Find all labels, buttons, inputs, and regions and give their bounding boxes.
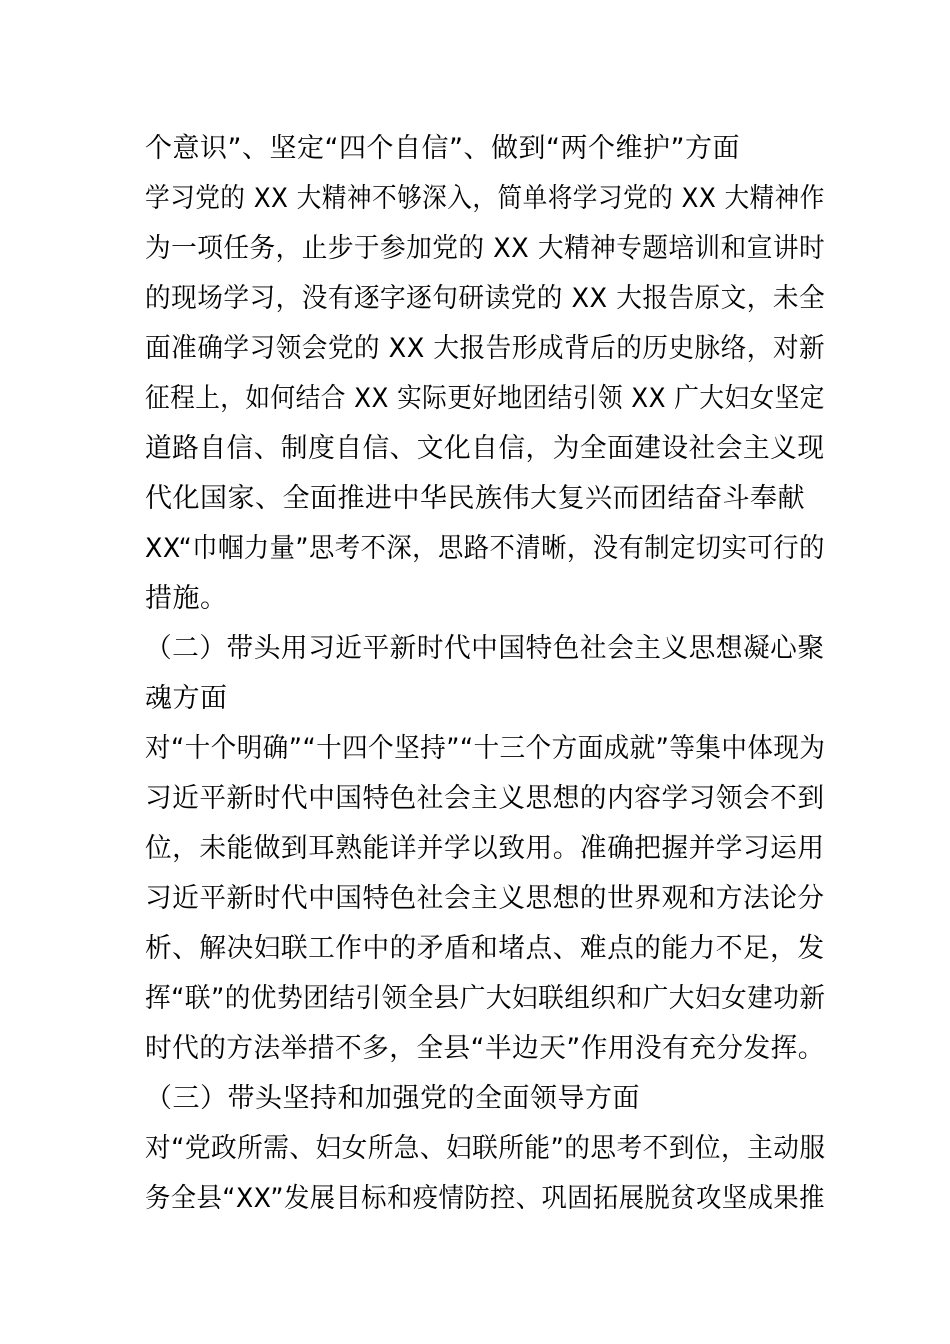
text-line: 对“党政所需、妇女所急、妇联所能”的思考不到位，主动服 <box>145 1133 826 1164</box>
text-line: 道路自信、制度自信、文化自信，为全面建设社会主义现 <box>145 433 825 464</box>
text-line: 为一项任务，止步于参加党的 XX 大精神专题培训和宣讲时 <box>145 233 826 264</box>
text-line: 征程上，如何结合 XX 实际更好地团结引领 XX 广大妇女坚定 <box>145 383 825 414</box>
text-line: 习近平新时代中国特色社会主义思想的世界观和方法论分 <box>145 883 825 914</box>
text-line: 的现场学习，没有逐字逐句研读党的 XX 大报告原文，未全 <box>145 283 826 314</box>
text-line: 习近平新时代中国特色社会主义思想的内容学习领会不到 <box>145 783 825 814</box>
section-heading-2: （二）带头用习近平新时代中国特色社会主义思想凝心聚 <box>145 633 825 664</box>
section-heading-2-cont: 魂方面 <box>145 683 228 714</box>
text-line: 析、解决妇联工作中的矛盾和堵点、难点的能力不足，发 <box>145 933 825 964</box>
text-line: 时代的方法举措不多，全县“半边天”作用没有充分发挥。 <box>145 1033 825 1064</box>
text-line: 对“十个明确”“十四个坚持”“十三个方面成就”等集中体现为 <box>145 733 826 764</box>
text-line: 面准确学习领会党的 XX 大报告形成背后的历史脉络，对新 <box>145 333 826 364</box>
text-line: 挥“联”的优势团结引领全县广大妇联组织和广大妇女建功新 <box>145 983 826 1014</box>
text-line: XX“巾帼力量”思考不深，思路不清晰，没有制定切实可行的 <box>145 533 825 564</box>
section-heading-3: （三）带头坚持和加强党的全面领导方面 <box>145 1083 640 1114</box>
text-line: 务全县“XX”发展目标和疫情防控、巩固拓展脱贫攻坚成果推 <box>145 1183 825 1214</box>
text-line: 位，未能做到耳熟能详并学以致用。准确把握并学习运用 <box>145 833 825 864</box>
text-line: 措施。 <box>145 583 228 614</box>
text-line: 个意识”、坚定“四个自信”、做到“两个维护”方面 <box>145 133 740 164</box>
text-line: 学习党的 XX 大精神不够深入，简单将学习党的 XX 大精神作 <box>145 183 825 214</box>
text-line: 代化国家、全面推进中华民族伟大复兴而团结奋斗奉献 <box>145 483 805 514</box>
